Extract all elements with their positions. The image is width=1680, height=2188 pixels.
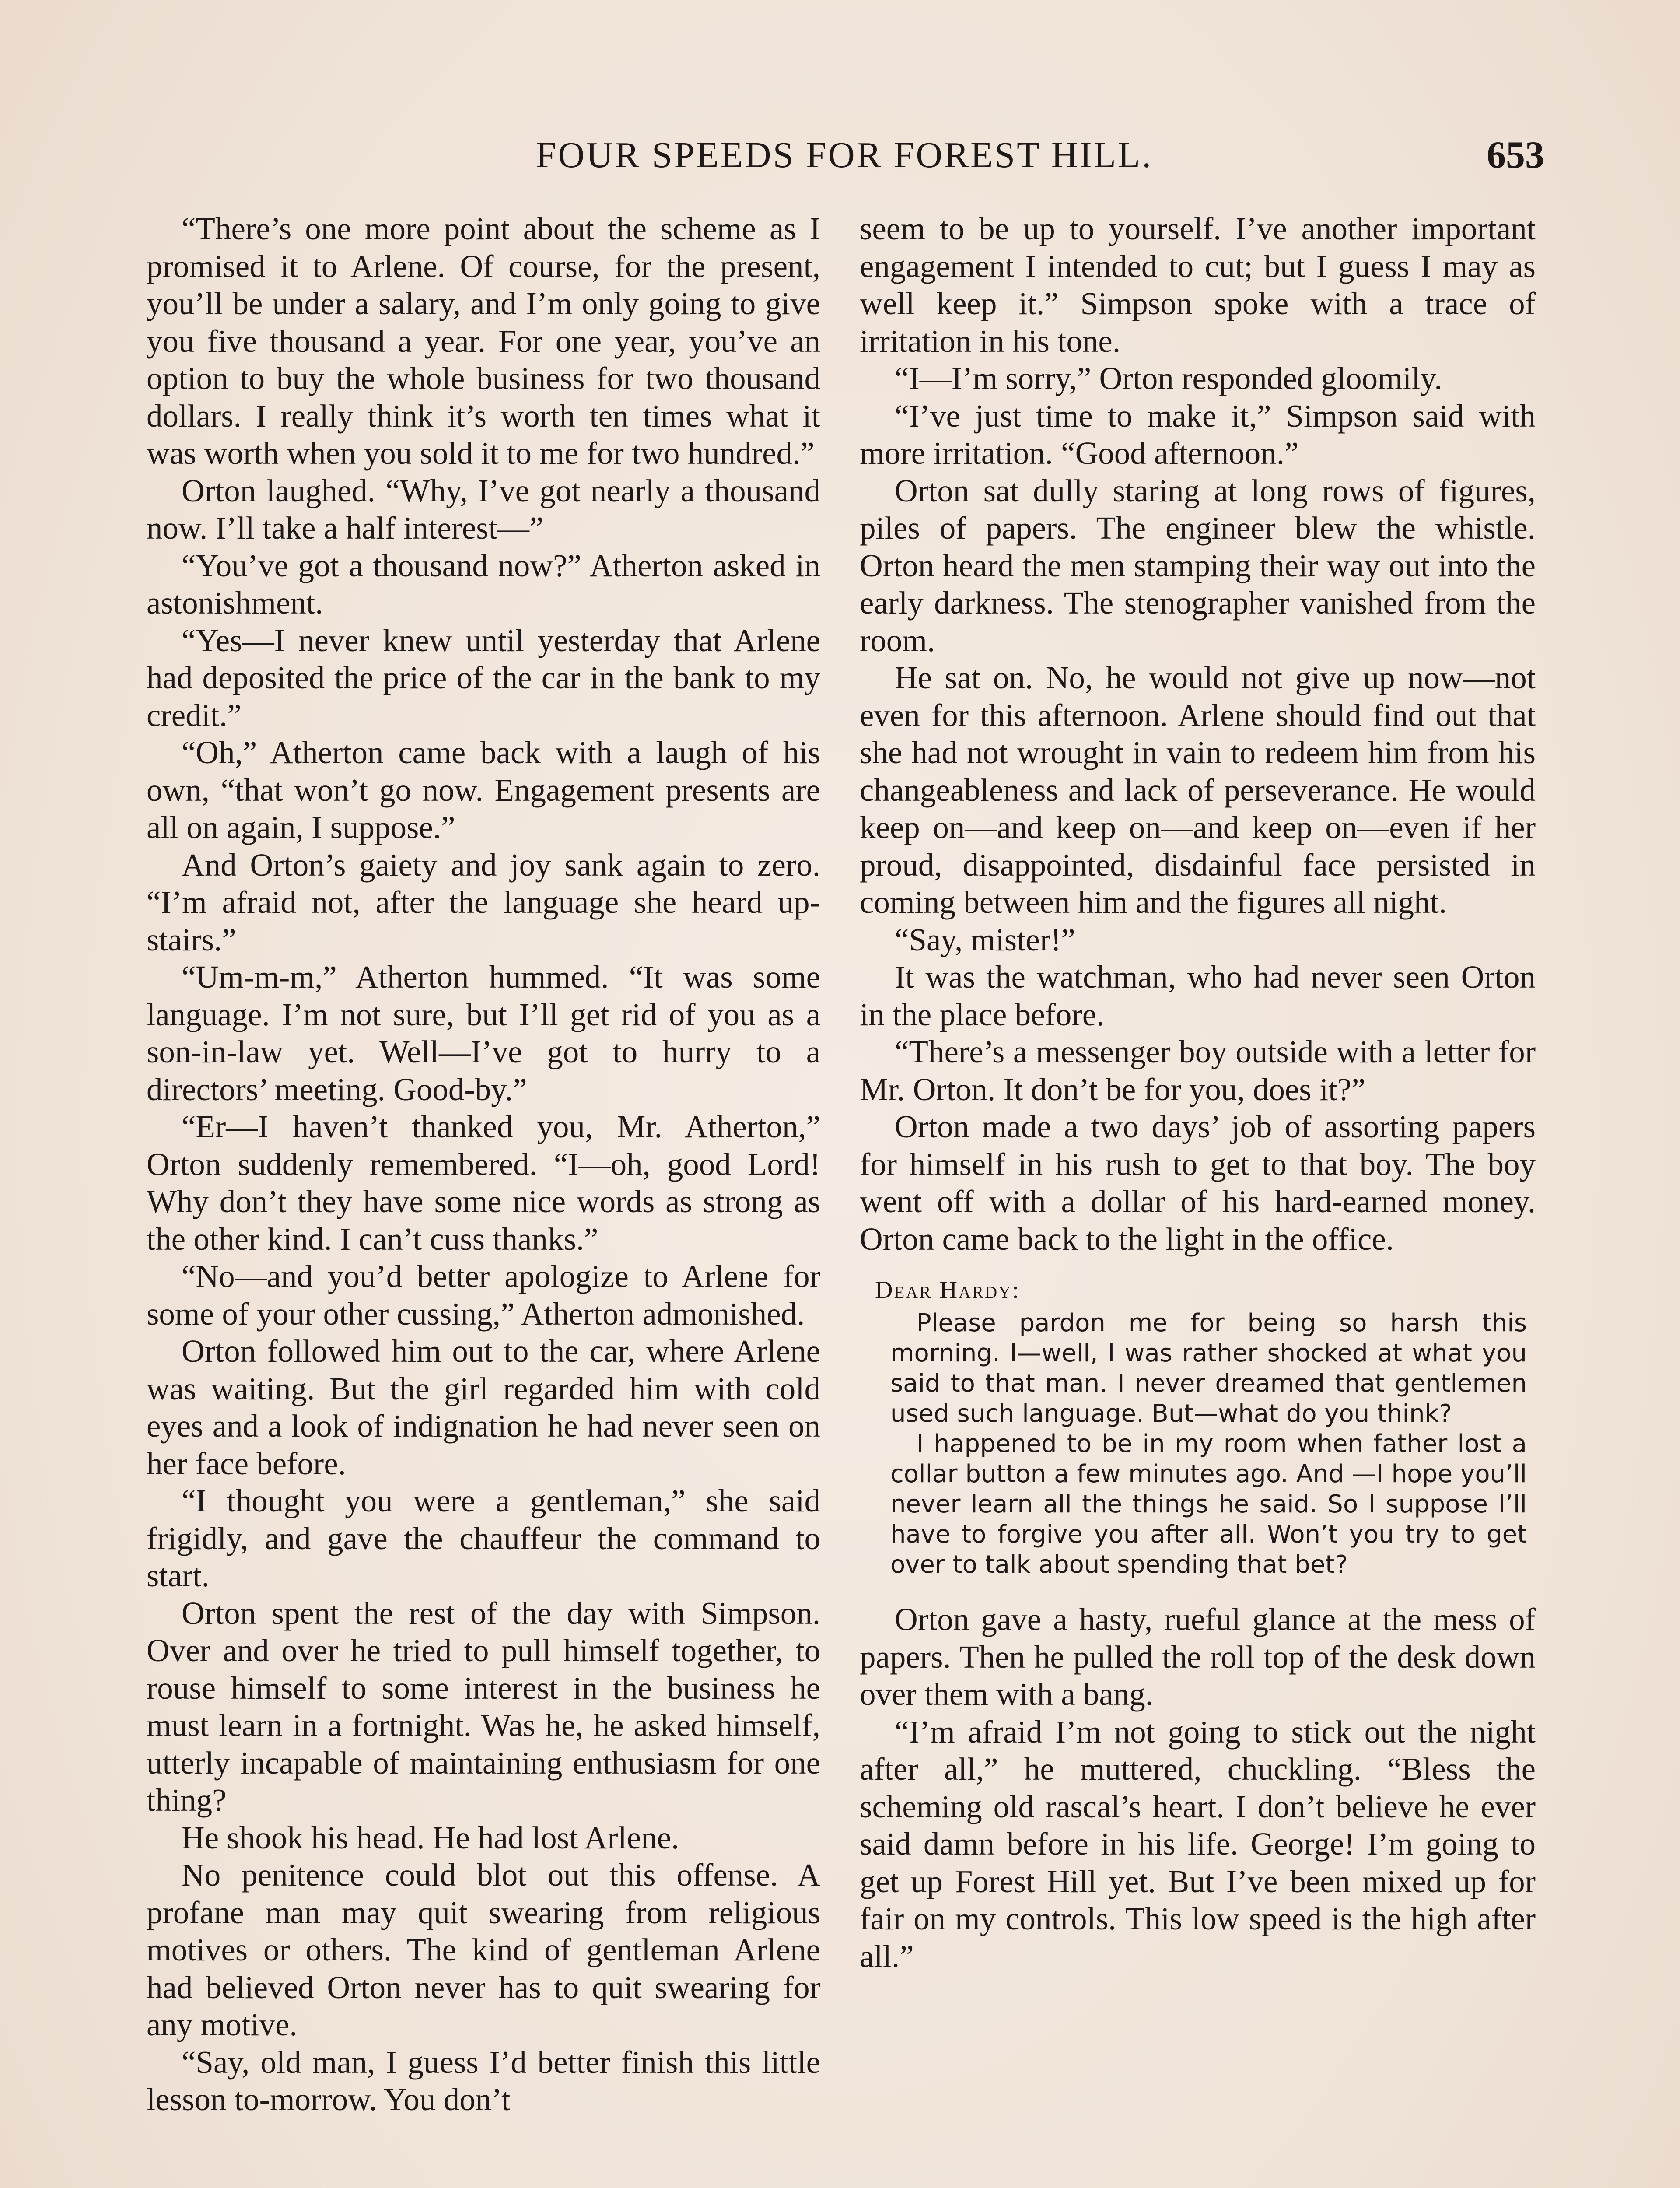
paragraph: Orton gave a hasty, rueful glance at the mess of papers. Then he pulled the roll top of the desk down over them with a bang. xyxy=(860,1602,1536,1712)
paragraph: “Oh,” Atherton came back with a laugh of his own, “that won’t go now. Engagement presents are all on again, I suppose.” xyxy=(147,735,820,845)
paragraph: And Orton’s gaiety and joy sank again to zero. “I’m afraid not, after the language she heard up-stairs.” xyxy=(147,847,820,957)
paragraph: It was the watchman, who had never seen Orton in the place before. xyxy=(860,959,1536,1032)
paragraph: “Say, old man, I guess I’d better finish this little lesson to-morrow. You don’t xyxy=(147,2044,820,2117)
paragraph: He sat on. No, he would not give up now—not even for this afternoon. Arlene should find out that she had not wrought in vain to redeem him from his changeableness and lack of perseverance. He would keep on—and keep on—and keep on—even if her proud, disappointed, disdainful face persisted in coming between him and the figures all night. xyxy=(860,660,1536,920)
paragraph: “Um-m-m,” Atherton hummed. “It was some language. I’m not sure, but I’ll get rid of you as a son-in-law yet. Well—I’ve got to hurry to a directors’ meeting. Good-by.” xyxy=(147,959,820,1107)
paragraph: “I—I’m sorry,” Orton responded gloomily. xyxy=(895,361,1442,396)
paragraph: “I thought you were a gentleman,” she said frigidly, and gave the chauffeur the command to start. xyxy=(147,1483,820,1593)
paragraph: seem to be up to yourself. I’ve another important engagement I intended to cut; but I guess I may as well keep it.” Simpson spoke with a trace of irritation in his tone. xyxy=(860,211,1536,359)
paragraph: “Yes—I never knew until yesterday that Arlene had deposited the price of the car in the bank to my credit.” xyxy=(147,622,820,733)
letter-paragraph: I happened to be in my room when father lost a collar button a few minutes ago. And —I hope you’ll never learn all the things he said. So I suppose I’ll have to forgive you after all. Won’t you try to get over to talk about spending that bet? xyxy=(890,1430,1527,1579)
paragraph: No penitence could blot out this offense. A profane man may quit swearing from religious motives or others. The kind of gentleman Arlene had believed Orton never has to quit swearing for any motive. xyxy=(147,1857,820,2042)
letter-block xyxy=(860,1275,1536,1580)
right-column xyxy=(860,210,1536,1975)
paragraph: Orton spent the rest of the day with Simpson. Over and over he tried to pull himself together, to rouse himself to some interest in the business he must learn in a fortnight. Was he, he asked himself, utterly incapable of maintaining enthusiasm for one thing? xyxy=(147,1595,820,1818)
paragraph: Orton followed him out to the car, where Arlene was waiting. But the girl regarded him with cold eyes and a look of indignation he had never seen on her face before. xyxy=(147,1333,820,1481)
running-title: FOUR SPEEDS FOR FOREST HILL. xyxy=(536,135,1153,175)
paragraph: “Say, mister!” xyxy=(895,922,1075,957)
paragraph: “There’s a messenger boy outside with a letter for Mr. Orton. It don’t be for you, does it?” xyxy=(860,1034,1536,1107)
paragraph: He shook his head. He had lost Arlene. xyxy=(182,1820,679,1855)
paragraph: Orton sat dully staring at long rows of figures, piles of papers. The engineer blew the whistle. Orton heard the men stamping their way out into the early darkness. The stenographer vanished from the room. xyxy=(860,473,1536,658)
paragraph: “There’s one more point about the scheme as I promised it to Arlene. Of course, for the present, you’ll be under a salary, and I’m only going to give you five thousand a year. For one year, you’ve an option to buy the whole business for two thousand dollars. I really think it’s worth ten times what it was worth when you sold it to me for two hundred.” xyxy=(147,211,820,471)
left-column xyxy=(147,210,820,2118)
letter-paragraph: Please pardon me for being so harsh this morning. I—well, I was rather shocked at what you said to that man. I never dreamed that gentlemen used such language. But—what do you think? xyxy=(890,1309,1527,1428)
page-number: 653 xyxy=(1487,134,1544,176)
paragraph: Orton made a two days’ job of assorting papers for himself in his rush to get to that boy. The boy went off with a dollar of his hard-earned money. Orton came back to the light in the office. xyxy=(860,1109,1536,1257)
page-header xyxy=(144,131,1544,179)
paragraph: Orton laughed. “Why, I’ve got nearly a thousand now. I’ll take a half interest—” xyxy=(147,473,820,546)
paragraph: “I’ve just time to make it,” Simpson said with more irritation. “Good afternoon.” xyxy=(860,398,1536,471)
letter-salutation: Dear Hardy: xyxy=(875,1276,1020,1304)
paragraph: “No—and you’d better apologize to Arlene for some of your other cussing,” Atherton admonished. xyxy=(147,1259,820,1332)
paragraph: “You’ve got a thousand now?” Atherton asked in astonishment. xyxy=(147,547,820,621)
paragraph: “Er—I haven’t thanked you, Mr. Atherton,” Orton suddenly remembered. “I—oh, good Lord! Why don’t they have some nice words as strong as the other kind. I can’t cuss thanks.” xyxy=(147,1109,820,1257)
paragraph: “I’m afraid I’m not going to stick out the night after all,” he muttered, chuckling. “Bless the scheming old rascal’s heart. I don’t believe he ever said damn before in his life. George! I’m going to get up Forest Hill yet. But I’ve been mixed up for fair on my controls. This low speed is the high after all.” xyxy=(860,1714,1536,1974)
